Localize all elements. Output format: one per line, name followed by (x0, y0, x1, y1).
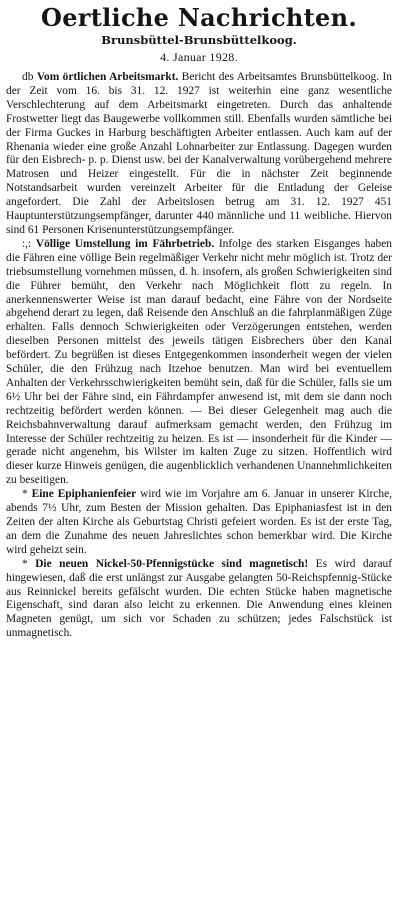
article-tag: * (22, 488, 28, 501)
article-body: Es wird darauf hingewiesen, daß die erst unlängst zur Ausgabe gelangten 50-Reichspfennig-Stücke aus Reinnickel bereits gefälscht wurden. Die echten Stücke haben magnetische Eigenschaft, sind daran also leicht zu erkennen. Die Anwendung eines kleinen Magneten genügt, um sich vor Schaden zu schützen; jedes Falschstück ist unmagnetisch. (6, 557, 392, 640)
article-headline: Vom örtlichen Arbeitsmarkt. (36, 71, 179, 83)
article-headline: Eine Epiphanienfeier (31, 488, 137, 501)
article-faehrbetrieb (6, 238, 392, 488)
article-tag: :,: (22, 237, 32, 250)
article-nickelstuecke (6, 558, 392, 641)
article-body: Infolge des starken Eisganges haben die Fähren eine völlige Bein regelmäßiger Verkehr nicht mehr möglich ist. Trotz der triebsumstellung vornehmen müssen, d. h. insofern, als großen Schwierigkeiten sind die Führer bemüht, den Verkehr nach Möglichkeit flott zu regeln. In anerkennenswerter Weise ist man darauf bedacht, eine Fähre von der Nordseite abgehend derart zu legen, daß Reisende den Anschluß an die fahrplanmäßigen Züge erhalten. Falls dennoch Schwierigkeiten oder Verzögerungen entstehen, werden dieselben Personen mittelst des jeweils tätigen Eisbrechers über den Kanal befördert. Zu begrüßen ist dieses Entgegenkommen insonderheit wegen der vielen Schüler, die den Frühzug nach Itzehoe benutzen. Man wird bei eventuellem Anhalten der Verkehrsschwierigkeiten bemüht sein, daß für die Schüler, falls sie um 6½ Uhr bei der Fähre sind, ein Fährdampfer anwesend ist, mit dem sie dann noch rechtzeitig befördert werden können. — Bei dieser Gelegenheit mag auch die Reichsbahnverwaltung darauf aufmerksam gemacht werden, den Frühzug im Interesse der Schüler rechtzeitig zu heizen. Es ist — insonderheit für die Kinder — gerade nicht angenehm, bis Wilster im kalten Zuge zu sitzen. Hoffentlich wird dieser kurze Hinweis genügen, die augenblicklich verhandenen Unannehmlichkeiten zu beseitigen. (6, 237, 392, 487)
article-tag: db (22, 71, 34, 83)
section-subtitle: Brunsbüttel-Brunsbüttelkoog. (101, 33, 297, 47)
article-body: wird wie im Vorjahre am 6. Januar in unserer Kirche, abends 7½ Uhr, zum Besten der Mission gehalten. Das Epiphaniasfest ist in den Zeiten der alten Kirche als Geburtstag Christi gefeiert worden. Es ist der erste Tag, an dem die Zunahme des neuen Jahreslichtes schon bemerkbar wird. Die Kirche wird geheizt sein. (6, 488, 392, 556)
masthead (6, 4, 392, 65)
article-epiphanienfeier (6, 488, 392, 558)
issue-date: 4. Januar 1928. (160, 50, 238, 64)
article-headline: Die neuen Nickel-50-Pfennigstücke sind magnetisch! (35, 557, 309, 570)
section-title: Oertliche Nachrichten. (41, 3, 357, 32)
article-body: Bericht des Arbeitsamtes Brunsbüttelkoog. In der Zeit vom 16. bis 31. 12. 1927 ist weiterhin eine ganz wesentliche Verschlechterung auf dem Arbeitsmarkt eingetreten. Durch das anhaltende Frostwetter liegt das Baugewerbe vollkommen still. Ebenfalls wurden sämtliche bei der Firma Guckes in Harburg beschäftigten Arbeiter entlassen. Auch kam auf der Rhenania wieder eine große Anzahl Lohnarbeiter zur Entlassung. Dagegen wurden für den Eisbrech- p. p. Dienst usw. bei der Kanalverwaltung vorübergehend mehrere Matrosen und Heizer eingestellt. Für die in nächster Zeit beginnende Notstandsarbeit wurden vereinzelt Arbeiter für die Entladung der Geleise angefordert. Die Zahl der Arbeitslosen betrug am 31. 12. 1927 451 Hauptunterstützungsempfänger, darunter 440 männliche und 11 weibliche. Hiervon sind 61 Personen Krisenunterstützungsempfänger. (6, 71, 392, 236)
article-headline: Völlige Umstellung im Fährbetrieb. (35, 237, 215, 250)
article-tag: * (22, 557, 28, 570)
article-arbeitsmarkt (6, 71, 392, 238)
